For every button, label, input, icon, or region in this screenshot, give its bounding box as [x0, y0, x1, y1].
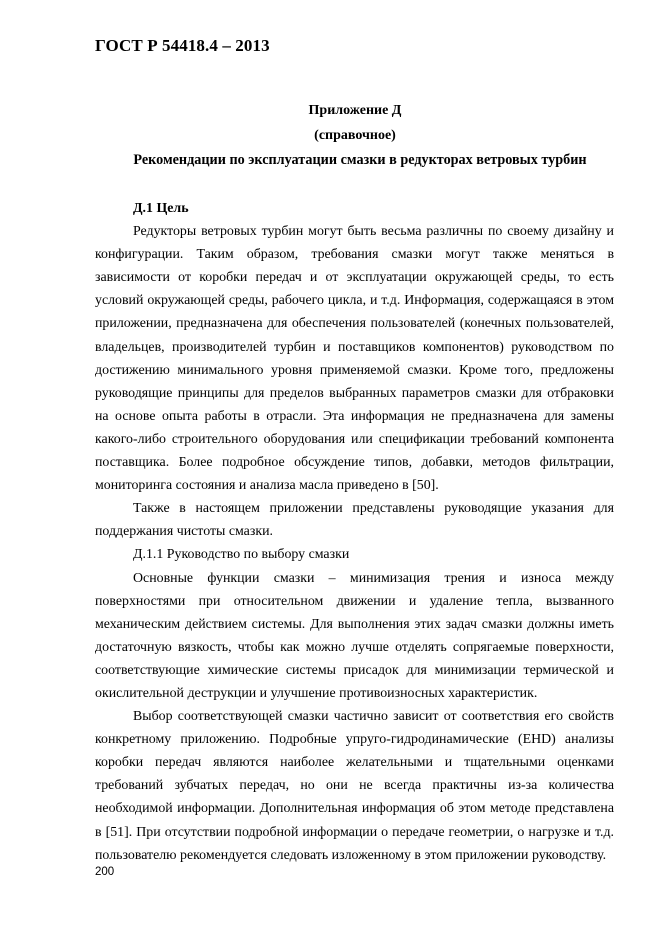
annex-title: Рекомендации по эксплуатации смазки в редукторах ветровых турбин [133, 152, 587, 168]
section-heading: Д.1 Цель [133, 201, 189, 216]
body-text [95, 197, 614, 867]
paragraph: Редукторы ветровых турбин могут быть весьма различны по своему дизайну и конфигурации. Таким образом, требования смазки могут также меняться в зависимости от коробки передач и от эксплуатации окружающей среды, то есть условий окружающей среды, рабочего цикла, и т.д. Информация, содержащаяся в этом приложении, предназначена для обеспечения пользователей (конечных пользователей, владельцев, производителей турбин и поставщиков компонентов) руководством по достижению минимального уровня применяемой смазки. Кроме того, предложены руководящие принципы для пределов выбранных параметров смазки для отбраковки на основе опыта работы в отрасли. Эта информация не предназначена для замены какого-либо строительного оборудования или спецификации требований компонента поставщика. Более подробное обсуждение типов, добавки, методов фильтрации, мониторинга состояния и анализа масла приведено в [50]. [95, 224, 614, 494]
paragraph: Также в настоящем приложении представлены руководящие указания для поддержания чистоты смазки. [95, 501, 614, 540]
annex-label: Приложение Д [308, 103, 402, 118]
paragraph: Выбор соответствующей смазки частично зависит от соответствия его свойств конкретному приложению. Подробные упруго-гидродинамические (EHD) анализы коробки передач являются наиболее желательными и тщательными оценками требований зубчатых передач, но они не всегда практичны из-за количества необходимой информации. Дополнительная информация об этом методе представлена в [51]. При отсутствии подробной информации о передаче геометрии, о нагрузке и т.д. пользователю рекомендуется следовать изложенному в этом приложении руководству. [95, 709, 614, 863]
paragraph: Основные функции смазки – минимизация трения и износа между поверхностями при относительном движении и удаление тепла, вызванного механическим действием системы. Для выполнения этих задач смазки должны иметь достаточную вязкость, чтобы как можно лучше отделять сопрягаемые поверхности, соответствующие химические системы присадок для минимизации термической и окислительной деструкции и улучшение противоизносных характеристик. [95, 570, 614, 701]
standard-header: ГОСТ Р 54418.4 – 2013 [95, 36, 270, 55]
annex-status: (справочное) [314, 128, 396, 143]
page-number: 200 [95, 866, 115, 878]
subsection-heading: Д.1.1 Руководство по выбору смазки [133, 547, 350, 563]
